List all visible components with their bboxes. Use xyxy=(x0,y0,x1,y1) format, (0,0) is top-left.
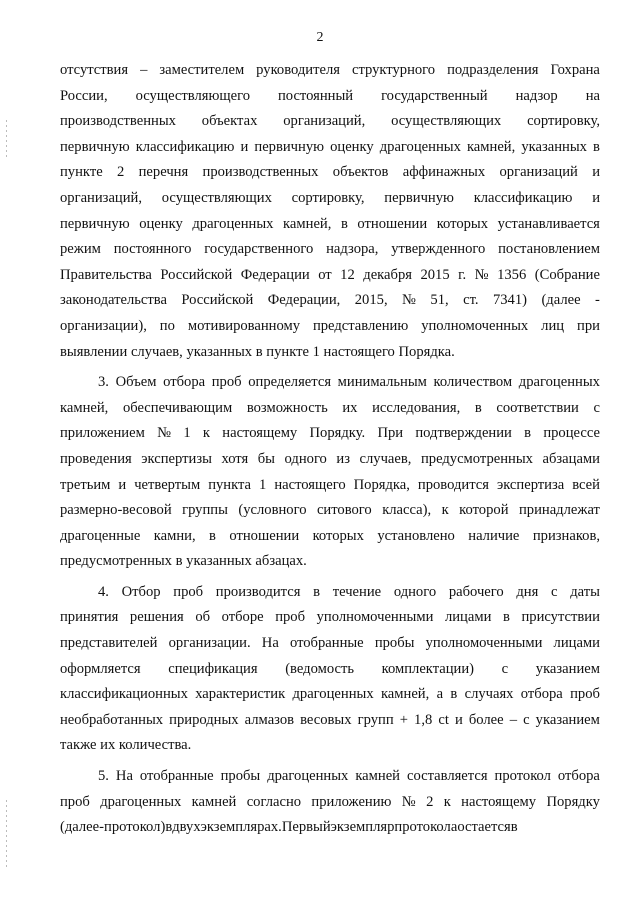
word: камней xyxy=(191,793,237,810)
word: в xyxy=(165,819,173,836)
word: Порядка, xyxy=(353,476,410,493)
word: в xyxy=(209,527,216,544)
word: настоящему xyxy=(461,793,537,810)
text-line xyxy=(60,84,600,110)
word: надзор xyxy=(515,87,558,104)
word: 5. xyxy=(98,768,109,785)
word: Гохрана xyxy=(550,62,600,78)
word: которых xyxy=(312,527,364,544)
word: классификацию xyxy=(135,138,235,155)
word: настоящему xyxy=(222,425,298,442)
word: драгоценных xyxy=(192,215,274,232)
word: проб xyxy=(173,583,204,600)
word: 1,8 xyxy=(414,711,433,728)
word: первичную xyxy=(384,189,454,206)
word: устанавливается xyxy=(497,215,600,232)
word: законодательства xyxy=(60,292,167,309)
word: в xyxy=(593,138,600,155)
word: Порядку xyxy=(546,793,600,810)
word: отношении xyxy=(229,527,300,544)
word: которой xyxy=(459,502,509,519)
word: государственного xyxy=(204,241,314,258)
word: ситового xyxy=(316,502,372,519)
word: на xyxy=(585,87,600,104)
word: всей xyxy=(572,476,600,493)
word: установлено xyxy=(377,527,455,544)
text-line xyxy=(60,160,600,186)
word: протокол) xyxy=(104,819,166,836)
word: Российской xyxy=(160,266,233,283)
word: осуществляющих xyxy=(161,189,272,206)
word: классификационных xyxy=(60,686,188,703)
word: драгоценных xyxy=(379,138,461,155)
text-line xyxy=(60,631,600,657)
word: 1 xyxy=(183,425,191,442)
word: подтверждении xyxy=(415,425,512,442)
word: уполномоченными xyxy=(316,609,434,626)
word: бы xyxy=(257,450,275,467)
word: экземплярах. xyxy=(200,819,282,836)
text-line xyxy=(60,447,600,473)
word: Объем xyxy=(115,374,157,391)
text-line xyxy=(60,396,600,422)
word: режим xyxy=(60,241,101,258)
word: приложением xyxy=(60,425,145,442)
word: лицами xyxy=(444,609,492,626)
text-line xyxy=(60,473,600,499)
word: исследования, xyxy=(372,399,461,416)
word: отобранные xyxy=(289,635,364,652)
word: Первый xyxy=(281,819,331,836)
word: осуществляющего xyxy=(135,87,251,104)
word: драгоценных xyxy=(292,686,374,703)
text-line xyxy=(60,498,600,524)
word: перечня xyxy=(138,164,189,181)
word: ct xyxy=(438,711,449,728)
word: случаях xyxy=(464,686,514,703)
text-line xyxy=(60,58,600,84)
text-line xyxy=(60,314,600,340)
word: (далее xyxy=(60,819,100,836)
word: в xyxy=(510,819,518,836)
word: определяется xyxy=(248,374,332,391)
text-line xyxy=(60,288,600,314)
word: в xyxy=(340,215,348,232)
word: руководителя xyxy=(256,62,340,78)
word: протокол xyxy=(494,768,551,785)
word: принадлежат xyxy=(518,502,600,519)
word: производственных xyxy=(60,113,176,130)
word: заместителем xyxy=(159,62,245,78)
word: - xyxy=(99,819,105,836)
word: проб xyxy=(60,793,90,810)
word: и xyxy=(454,711,463,728)
word: камней, xyxy=(380,686,430,703)
word: из xyxy=(336,450,350,467)
word: в xyxy=(474,399,482,416)
word: 2015, xyxy=(354,292,388,309)
word: комплектации) xyxy=(381,660,475,677)
word: № xyxy=(402,292,416,309)
word: обеспечивающим xyxy=(122,399,233,416)
text-line xyxy=(60,370,600,396)
word: и xyxy=(118,476,127,493)
word: наличие xyxy=(468,527,520,544)
word: России, xyxy=(60,87,108,104)
word: производственных xyxy=(202,164,319,181)
text-line xyxy=(60,815,600,841)
word: с xyxy=(593,399,600,416)
word: спецификация xyxy=(168,660,258,677)
word: характеристик xyxy=(195,686,286,703)
word: которых xyxy=(436,215,489,232)
text-line xyxy=(60,708,600,734)
word: 2015 xyxy=(420,266,450,283)
word: к xyxy=(441,502,449,519)
word: Порядку. xyxy=(309,425,366,442)
word: отборе xyxy=(221,609,264,626)
word: класса), xyxy=(382,502,432,519)
word: проб xyxy=(570,686,600,703)
word: а xyxy=(436,686,444,703)
word: и xyxy=(592,189,600,206)
word: уполномоченных xyxy=(421,317,529,334)
word: проб xyxy=(275,609,306,626)
text-line xyxy=(60,212,600,238)
text-line xyxy=(60,580,600,606)
word: декабря xyxy=(363,266,412,283)
word: первичную xyxy=(60,215,130,232)
word: экспертиза xyxy=(496,476,565,493)
word: присутствии xyxy=(521,609,600,626)
word: камней xyxy=(355,768,400,785)
word: драгоценных xyxy=(518,374,600,391)
word: с xyxy=(551,583,558,600)
word: г. xyxy=(458,266,467,283)
word: представлению xyxy=(312,317,409,334)
word: по xyxy=(159,317,175,334)
word: № xyxy=(474,266,489,283)
word: об xyxy=(195,609,211,626)
text-line xyxy=(60,733,600,759)
word: случаев, xyxy=(359,450,412,467)
word: составляется xyxy=(406,768,488,785)
text-line xyxy=(60,790,600,816)
word: лиц xyxy=(541,317,565,334)
word: необработанных xyxy=(60,711,164,728)
word: уполномоченными xyxy=(425,635,543,652)
word: камней, xyxy=(466,138,516,155)
word: согласно xyxy=(246,793,302,810)
word: Отбор xyxy=(121,583,161,600)
word: проводится xyxy=(417,476,489,493)
word: к xyxy=(443,793,451,810)
text-line xyxy=(60,186,600,212)
word: экземпляр xyxy=(330,819,395,836)
word: 2 xyxy=(117,164,125,181)
paragraph-p4 xyxy=(60,580,600,759)
word: (далее xyxy=(541,292,581,309)
word: возможность xyxy=(246,399,328,416)
word: постоянного xyxy=(113,241,192,258)
word: сортировку, xyxy=(527,113,600,130)
word: драгоценных xyxy=(100,793,182,810)
word: с xyxy=(501,660,509,677)
word: алмазов xyxy=(244,711,295,728)
text-line xyxy=(60,263,600,289)
word: третьим xyxy=(60,476,111,493)
word: отсутствия xyxy=(60,62,129,78)
word: проб xyxy=(211,374,242,391)
word: четвертым xyxy=(134,476,201,493)
word: и xyxy=(592,164,600,181)
word: сортировку, xyxy=(291,189,365,206)
word: объектов xyxy=(332,164,389,181)
text-line xyxy=(60,605,600,631)
word: отбора xyxy=(163,374,206,391)
word: государственный xyxy=(381,87,488,104)
word: к xyxy=(202,425,211,442)
word: экспертизы xyxy=(141,450,212,467)
word: постановлением xyxy=(498,241,600,258)
word: Федерации xyxy=(240,266,310,283)
word: пункта xyxy=(208,476,252,493)
word: настоящего xyxy=(274,476,346,493)
word: минимальным xyxy=(337,374,427,391)
text-line xyxy=(60,421,600,447)
word: протокола xyxy=(394,819,458,836)
word: процессе xyxy=(543,425,600,442)
word: в xyxy=(313,583,321,600)
word: + xyxy=(399,711,408,728)
word: их xyxy=(342,399,358,416)
word: камней, xyxy=(283,215,332,232)
word: проведения xyxy=(60,450,132,467)
word: одного xyxy=(284,450,327,467)
word: первичную xyxy=(254,138,325,155)
word: надзора, xyxy=(326,241,379,258)
word: утвержденного xyxy=(391,241,486,258)
word: указанием xyxy=(535,660,600,677)
word: весовых xyxy=(300,711,352,728)
word: одного xyxy=(393,583,437,600)
scan-margin-mark xyxy=(6,800,7,870)
word: 1356 xyxy=(497,266,527,283)
word: отбора xyxy=(557,768,600,785)
text-line xyxy=(60,764,600,790)
word: также их количества. xyxy=(60,737,192,754)
text-line xyxy=(60,109,600,135)
word: 12 xyxy=(340,266,355,283)
word: – xyxy=(509,711,518,728)
word: представителей xyxy=(60,635,158,652)
word: мотивированному xyxy=(187,317,301,334)
word: (ведомость xyxy=(285,660,354,677)
word: (условного xyxy=(238,502,307,519)
word: двух xyxy=(172,819,201,836)
word: 3. xyxy=(98,374,109,391)
word: 4. xyxy=(98,583,109,600)
word: групп xyxy=(357,711,394,728)
word: 7341) xyxy=(492,292,527,309)
text-line xyxy=(60,237,600,263)
word: первичную xyxy=(60,138,130,155)
word: приложению xyxy=(311,793,392,810)
word: отношении xyxy=(357,215,428,232)
word: Российской xyxy=(181,292,254,309)
word: абзацами xyxy=(542,450,600,467)
paragraph-p1 xyxy=(60,58,600,365)
word: признаков, xyxy=(532,527,600,544)
word: природных xyxy=(169,711,239,728)
word: оценку xyxy=(330,138,374,155)
word: организаций xyxy=(499,164,578,181)
word: предусмотренных в указанных абзацах. xyxy=(60,553,307,570)
word: осуществляющих xyxy=(391,113,502,130)
word: в xyxy=(524,425,532,442)
word: объектах xyxy=(201,113,258,130)
word: организации), xyxy=(60,317,147,334)
word: драгоценные xyxy=(60,527,141,544)
word: производится xyxy=(215,583,301,600)
text-line xyxy=(60,524,600,550)
word: в xyxy=(450,686,458,703)
word: указанием xyxy=(535,711,600,728)
word: камней, xyxy=(60,399,109,416)
word: структурного xyxy=(351,62,436,78)
word: организаций, xyxy=(283,113,366,130)
word: принятия xyxy=(60,609,119,626)
word: рабочего xyxy=(448,583,504,600)
paragraph-p5 xyxy=(60,764,600,841)
word: отобранные xyxy=(139,768,214,785)
text-line xyxy=(60,549,600,575)
text-line xyxy=(60,682,600,708)
word: размерно-весовой xyxy=(60,502,172,519)
word: драгоценных xyxy=(267,768,349,785)
word: организаций, xyxy=(60,189,142,206)
scan-margin-mark xyxy=(6,120,7,160)
word: количеством xyxy=(433,374,513,391)
word: постоянный xyxy=(277,87,354,104)
word: в xyxy=(502,609,510,626)
word: 51, xyxy=(430,292,449,309)
word: - xyxy=(595,292,600,309)
word: № xyxy=(401,793,416,810)
word: и xyxy=(240,138,249,155)
word: классификацию xyxy=(473,189,573,206)
word: оформляется xyxy=(60,660,141,677)
text-line xyxy=(60,135,600,161)
word: от xyxy=(318,266,332,283)
word: лицами xyxy=(553,635,600,652)
word: оценку xyxy=(139,215,183,232)
word: течение xyxy=(332,583,382,600)
word: соответствии xyxy=(496,399,579,416)
word: аффинажных xyxy=(402,164,486,181)
word: хотя xyxy=(221,450,249,467)
word: остается xyxy=(457,819,511,836)
word: отбора xyxy=(520,686,563,703)
word: ст. xyxy=(463,292,479,309)
word: пробы xyxy=(220,768,261,785)
word: На xyxy=(115,768,133,785)
word: при xyxy=(577,317,600,334)
word: пункте xyxy=(60,164,103,181)
word: более xyxy=(468,711,504,728)
word: решения xyxy=(129,609,184,626)
word: предусмотренных xyxy=(420,450,533,467)
word: подразделения xyxy=(447,62,539,78)
word: организации. xyxy=(168,635,251,652)
word: даты xyxy=(570,583,600,600)
word: группы xyxy=(182,502,228,519)
word: № xyxy=(157,425,172,442)
text-line xyxy=(60,340,600,366)
word: Федерации, xyxy=(267,292,341,309)
text-line xyxy=(60,657,600,683)
word: 2 xyxy=(426,793,434,810)
word: дня xyxy=(516,583,539,600)
word: камни, xyxy=(153,527,196,544)
word: – xyxy=(140,62,148,78)
word: выявлении случаев, указанных в пункте 1 настоящего Порядка. xyxy=(60,343,455,360)
word: 1 xyxy=(259,476,267,493)
word: с xyxy=(523,711,530,728)
body-text xyxy=(60,58,600,841)
paragraph-p3 xyxy=(60,370,600,575)
word: Правительства xyxy=(60,266,152,283)
word: При xyxy=(377,425,404,442)
word: На xyxy=(261,635,279,652)
word: указанных xyxy=(521,138,587,155)
page-number: 2 xyxy=(316,30,324,45)
word: (Собрание xyxy=(534,266,600,283)
word: пробы xyxy=(374,635,415,652)
